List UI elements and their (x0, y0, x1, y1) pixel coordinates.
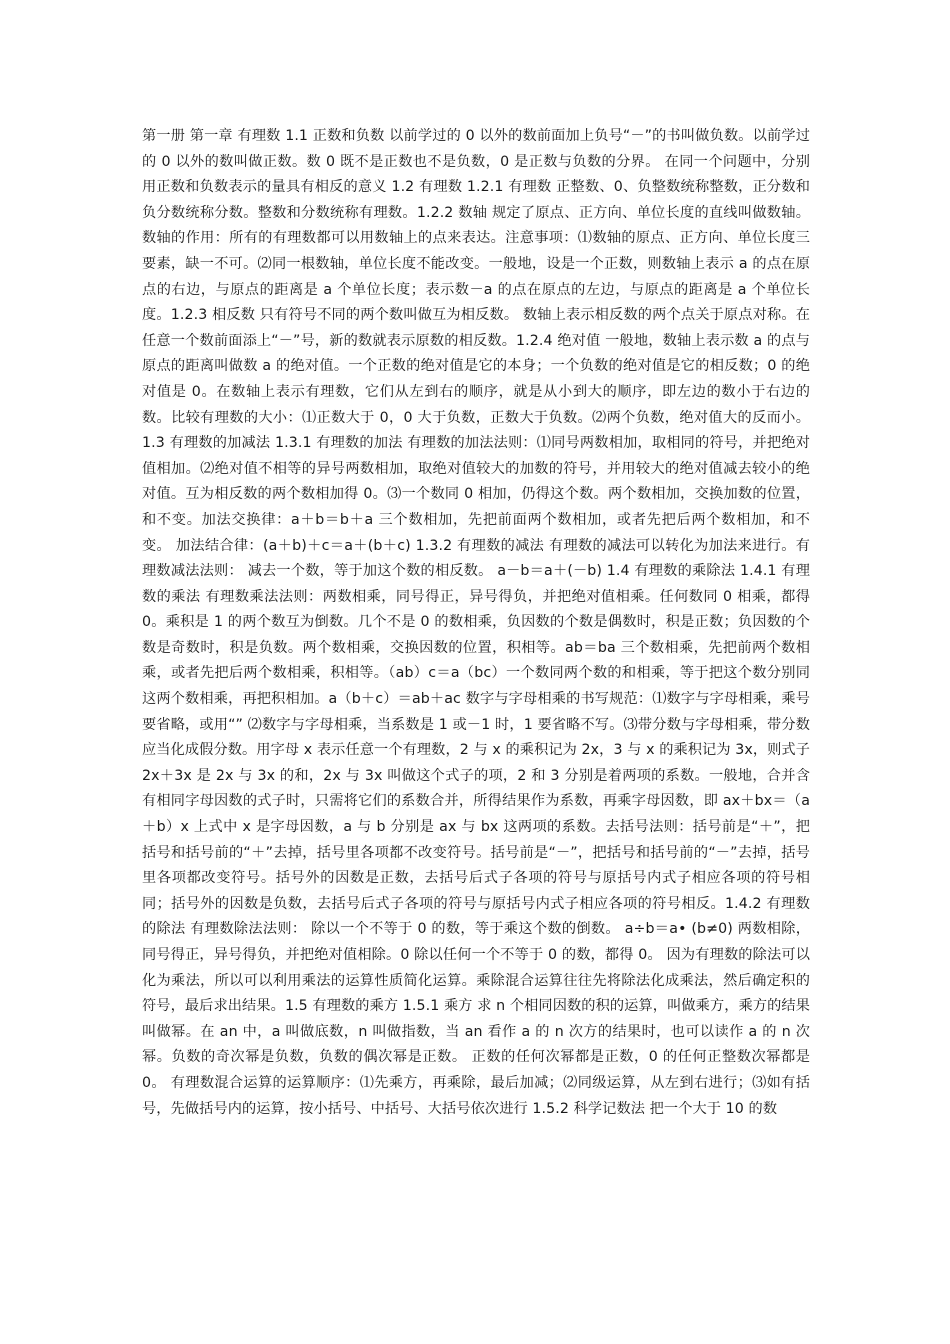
body-paragraph: 第一册 第一章 有理数 1.1 正数和负数 以前学过的 0 以外的数前面加上负号“－”的书叫做负数。以前学过的 0 以外的数叫做正数。数 0 既不是正数也不是负数，0 是正数与负数的分界。 在同一个问题中，分别用正数和负数表示的量具有相反的意义 1.2 有理数 1.2.1 有理数 正整数、0、负整数统称整数，正分数和负分数统称分数。整数和分数统称有理数。1.2.2 数轴 规定了原点、正方向、单位长度的直线叫做数轴。数轴的作用：所有的有理数都可以用数轴上的点来表达。注意事项：⑴数轴的原点、正方向、单位长度三要素，缺一不可。⑵同一根数轴，单位长度不能改变。一般地，设是一个正数，则数轴上表示 a 的点在原点的右边，与原点的距离是 a 个单位长度；表示数－a 的点在原点的左边，与原点的距离是 a 个单位长度。1.2.3 相反数 只有符号不同的两个数叫做互为相反数。 数轴上表示相反数的两个点关于原点对称。在任意一个数前面添上“－”号，新的数就表示原数的相反数。1.2.4 绝对值 一般地，数轴上表示数 a 的点与原点的距离叫做数 a 的绝对值。一个正数的绝对值是它的本身；一个负数的绝对值是它的相反数；0 的绝对值是 0。在数轴上表示有理数，它们从左到右的顺序，就是从小到大的顺序，即左边的数小于右边的数。比较有理数的大小：⑴正数大于 0，0 大于负数，正数大于负数。⑵两个负数，绝对值大的反而小。1.3 有理数的加减法 1.3.1 有理数的加法 有理数的加法法则：⑴同号两数相加，取相同的符号，并把绝对值相加。⑵绝对值不相等的异号两数相加，取绝对值较大的加数的符号，并用较大的绝对值减去较小的绝对值。互为相反数的两个数相加得 0。⑶一个数同 0 相加，仍得这个数。两个数相加，交换加数的位置，和不变。加法交换律：a＋b＝b＋a 三个数相加，先把前面两个数相加，或者先把后两个数相加，和不变。 加法结合律：(a＋b)＋c＝a＋(b＋c) 1.3.2 有理数的减法 有理数的减法可以转化为加法来进行。有理数减法法则： 减去一个数，等于加这个数的相反数。 a－b＝a＋(－b) 1.4 有理数的乘除法 1.4.1 有理数的乘法 有理数乘法法则：两数相乘，同号得正，异号得负，并把绝对值相乘。任何数同 0 相乘，都得 0。乘积是 1 的两个数互为倒数。几个不是 0 的数相乘，负因数的个数是偶数时，积是正数；负因数的个数是奇数时，积是负数。两个数相乘，交换因数的位置，积相等。ab＝ba 三个数相乘，先把前两个数相乘，或者先把后两个数相乘，积相等。（ab）c＝a（bc）一个数同两个数的和相乘，等于把这个数分别同这两个数相乘，再把积相加。a（b＋c）＝ab＋ac 数字与字母相乘的书写规范：⑴数字与字母相乘，乘号要省略，或用“” ⑵数字与字母相乘，当系数是 1 或－1 时，1 要省略不写。⑶带分数与字母相乘，带分数应当化成假分数。用字母 x 表示任意一个有理数，2 与 x 的乘积记为 2x，3 与 x 的乘积记为 3x，则式子 2x＋3x 是 2x 与 3x 的和，2x 与 3x 叫做这个式子的项，2 和 3 分别是着两项的系数。一般地，合并含有相同字母因数的式子时，只需将它们的系数合并，所得结果作为系数，再乘字母因数，即 ax＋bx＝（a＋b）x 上式中 x 是字母因数，a 与 b 分别是 ax 与 bx 这两项的系数。去括号法则：括号前是“＋”，把括号和括号前的“＋”去掉，括号里各项都不改变符号。括号前是“－”，把括号和括号前的“－”去掉，括号里各项都改变符号。括号外的因数是正数，去括号后式子各项的符号与原括号内式子相应各项的符号相同；括号外的因数是负数，去括号后式子各项的符号与原括号内式子相应各项的符号相反。1.4.2 有理数的除法 有理数除法法则： 除以一个不等于 0 的数，等于乘这个数的倒数。 a÷b＝a• (b≠0) 两数相除，同号得正，异号得负，并把绝对值相除。0 除以任何一个不等于 0 的数，都得 0。 因为有理数的除法可以化为乘法，所以可以利用乘法的运算性质简化运算。乘除混合运算往往先将除法化成乘法，然后确定积的符号，最后求出结果。1.5 有理数的乘方 1.5.1 乘方 求 n 个相同因数的积的运算，叫做乘方，乘方的结果叫做幂。在 an 中，a 叫做底数，n 叫做指数，当 an 看作 a 的 n 次方的结果时，也可以读作 a 的 n 次幂。负数的奇次幂是负数，负数的偶次幂是正数。 正数的任何次幂都是正数，0 的任何正整数次幂都是 0。 有理数混合运算的运算顺序：⑴先乘方，再乘除，最后加减；⑵同级运算，从左到右进行；⑶如有括号，先做括号内的运算，按小括号、中括号、大括号依次进行 1.5.2 科学记数法 把一个大于 10 的数 (142, 128, 811, 1117)
